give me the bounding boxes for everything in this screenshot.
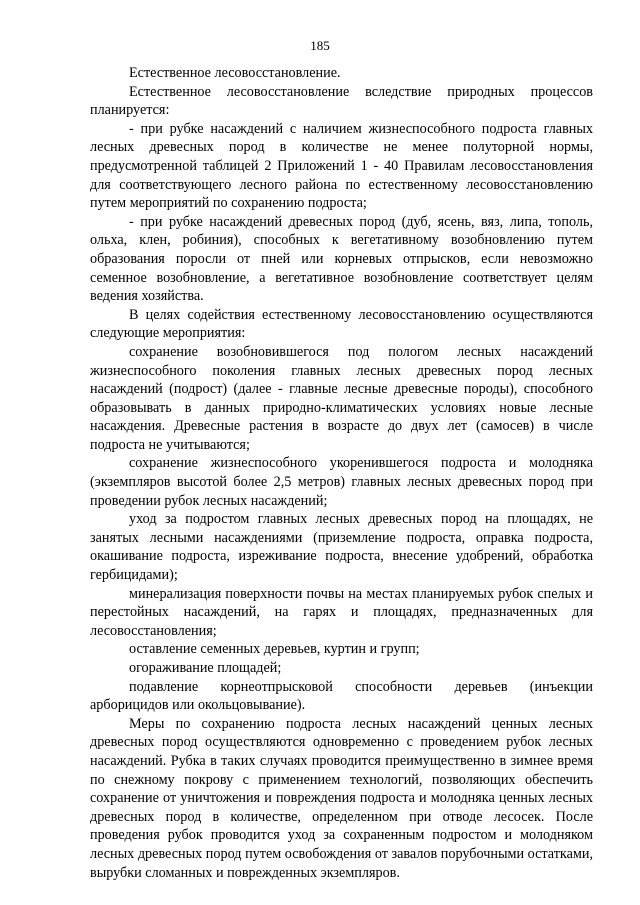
paragraph-measure-3: уход за подростом главных лесных древесных пород на площадях, не занятых лесными насаждениями (приземление подроста, оправка подроста, окашивание подроста, изреживание подроста, внесение удобрений, обработка гербицидами);: [90, 511, 593, 584]
page-number: 185: [310, 38, 330, 53]
paragraph-measure-5: оставление семенных деревьев, куртин и групп;: [129, 641, 420, 658]
paragraph-measure-4: минерализация поверхности почвы на местах планируемых рубок спелых и перестойных насаждений, на гарях и площадях, предназначенных для лесовосстановления;: [90, 585, 593, 639]
paragraph-condition-2: - при рубке насаждений древесных пород (дуб, ясень, вяз, липа, тополь, ольха, клен, робиния), способных к вегетативному возобновлению путем образования поросли от пней или корневых отпрысков, если невозможно семенное возобновление, а вегетативное возобновление соответствует целям ведения хозяйства.: [90, 213, 593, 305]
paragraph-measure-1: сохранение возобновившегося под пологом лесных насаждений жизнеспособного поколения главных лесных древесных пород лесных насаждений (подрост) (далее - главные лесные древесные породы), способного образовывать в данных природно-климатических условиях новые лесные насаждения. Древесные растения в возрасте до двух лет (самосев) в числе подроста не учитываются;: [90, 343, 593, 453]
paragraph-measure-6: огораживание площадей;: [129, 660, 282, 676]
paragraph-conclusion: Меры по сохранению подроста лесных насаждений ценных лесных древесных пород осуществляются одновременно с проведением рубок лесных насаждений. Рубка в таких случаях проводится преимущественно в зимнее время по снежному покрову с применением технологий, позволяющих обеспечить сохранение от уничтожения и повреждения подроста и молодняка ценных лесных древесных пород в количестве, определенном при отводе лесосек. После проведения рубок проводится уход за сохраненным подростом и молодняком лесных древесных пород путем освобождения от завалов порубочными остатками, вырубки сломанных и поврежденных экземпляров.: [90, 715, 593, 881]
paragraph-measure-2: сохранение жизнеспособного укоренившегося подроста и молодняка (экземпляров высотой более 2,5 метров) главных лесных древесных пород при проведении рубок лесных насаждений;: [90, 455, 593, 509]
paragraph-measure-7: подавление корнеотпрысковой способности деревьев (инъекции арборицидов или окольцовывание).: [90, 678, 593, 714]
paragraph-heading: Естественное лесовосстановление.: [129, 65, 341, 81]
paragraph-intro: Естественное лесовосстановление вследствие природных процессов планируется:: [90, 83, 593, 119]
paragraph-measures-intro: В целях содействия естественному лесовосстановлению осуществляются следующие мероприятия:: [90, 306, 593, 342]
paragraph-condition-1: - при рубке насаждений с наличием жизнеспособного подроста главных лесных древесных пород в количестве не менее полуторной нормы, предусмотренной таблицей 2 Приложений 1 - 40 Правилам лесовосстановления для соответствующего лесного района по естественному лесовосстановлению путем мероприятий по сохранению подроста;: [90, 120, 593, 212]
document-body: [90, 64, 593, 882]
